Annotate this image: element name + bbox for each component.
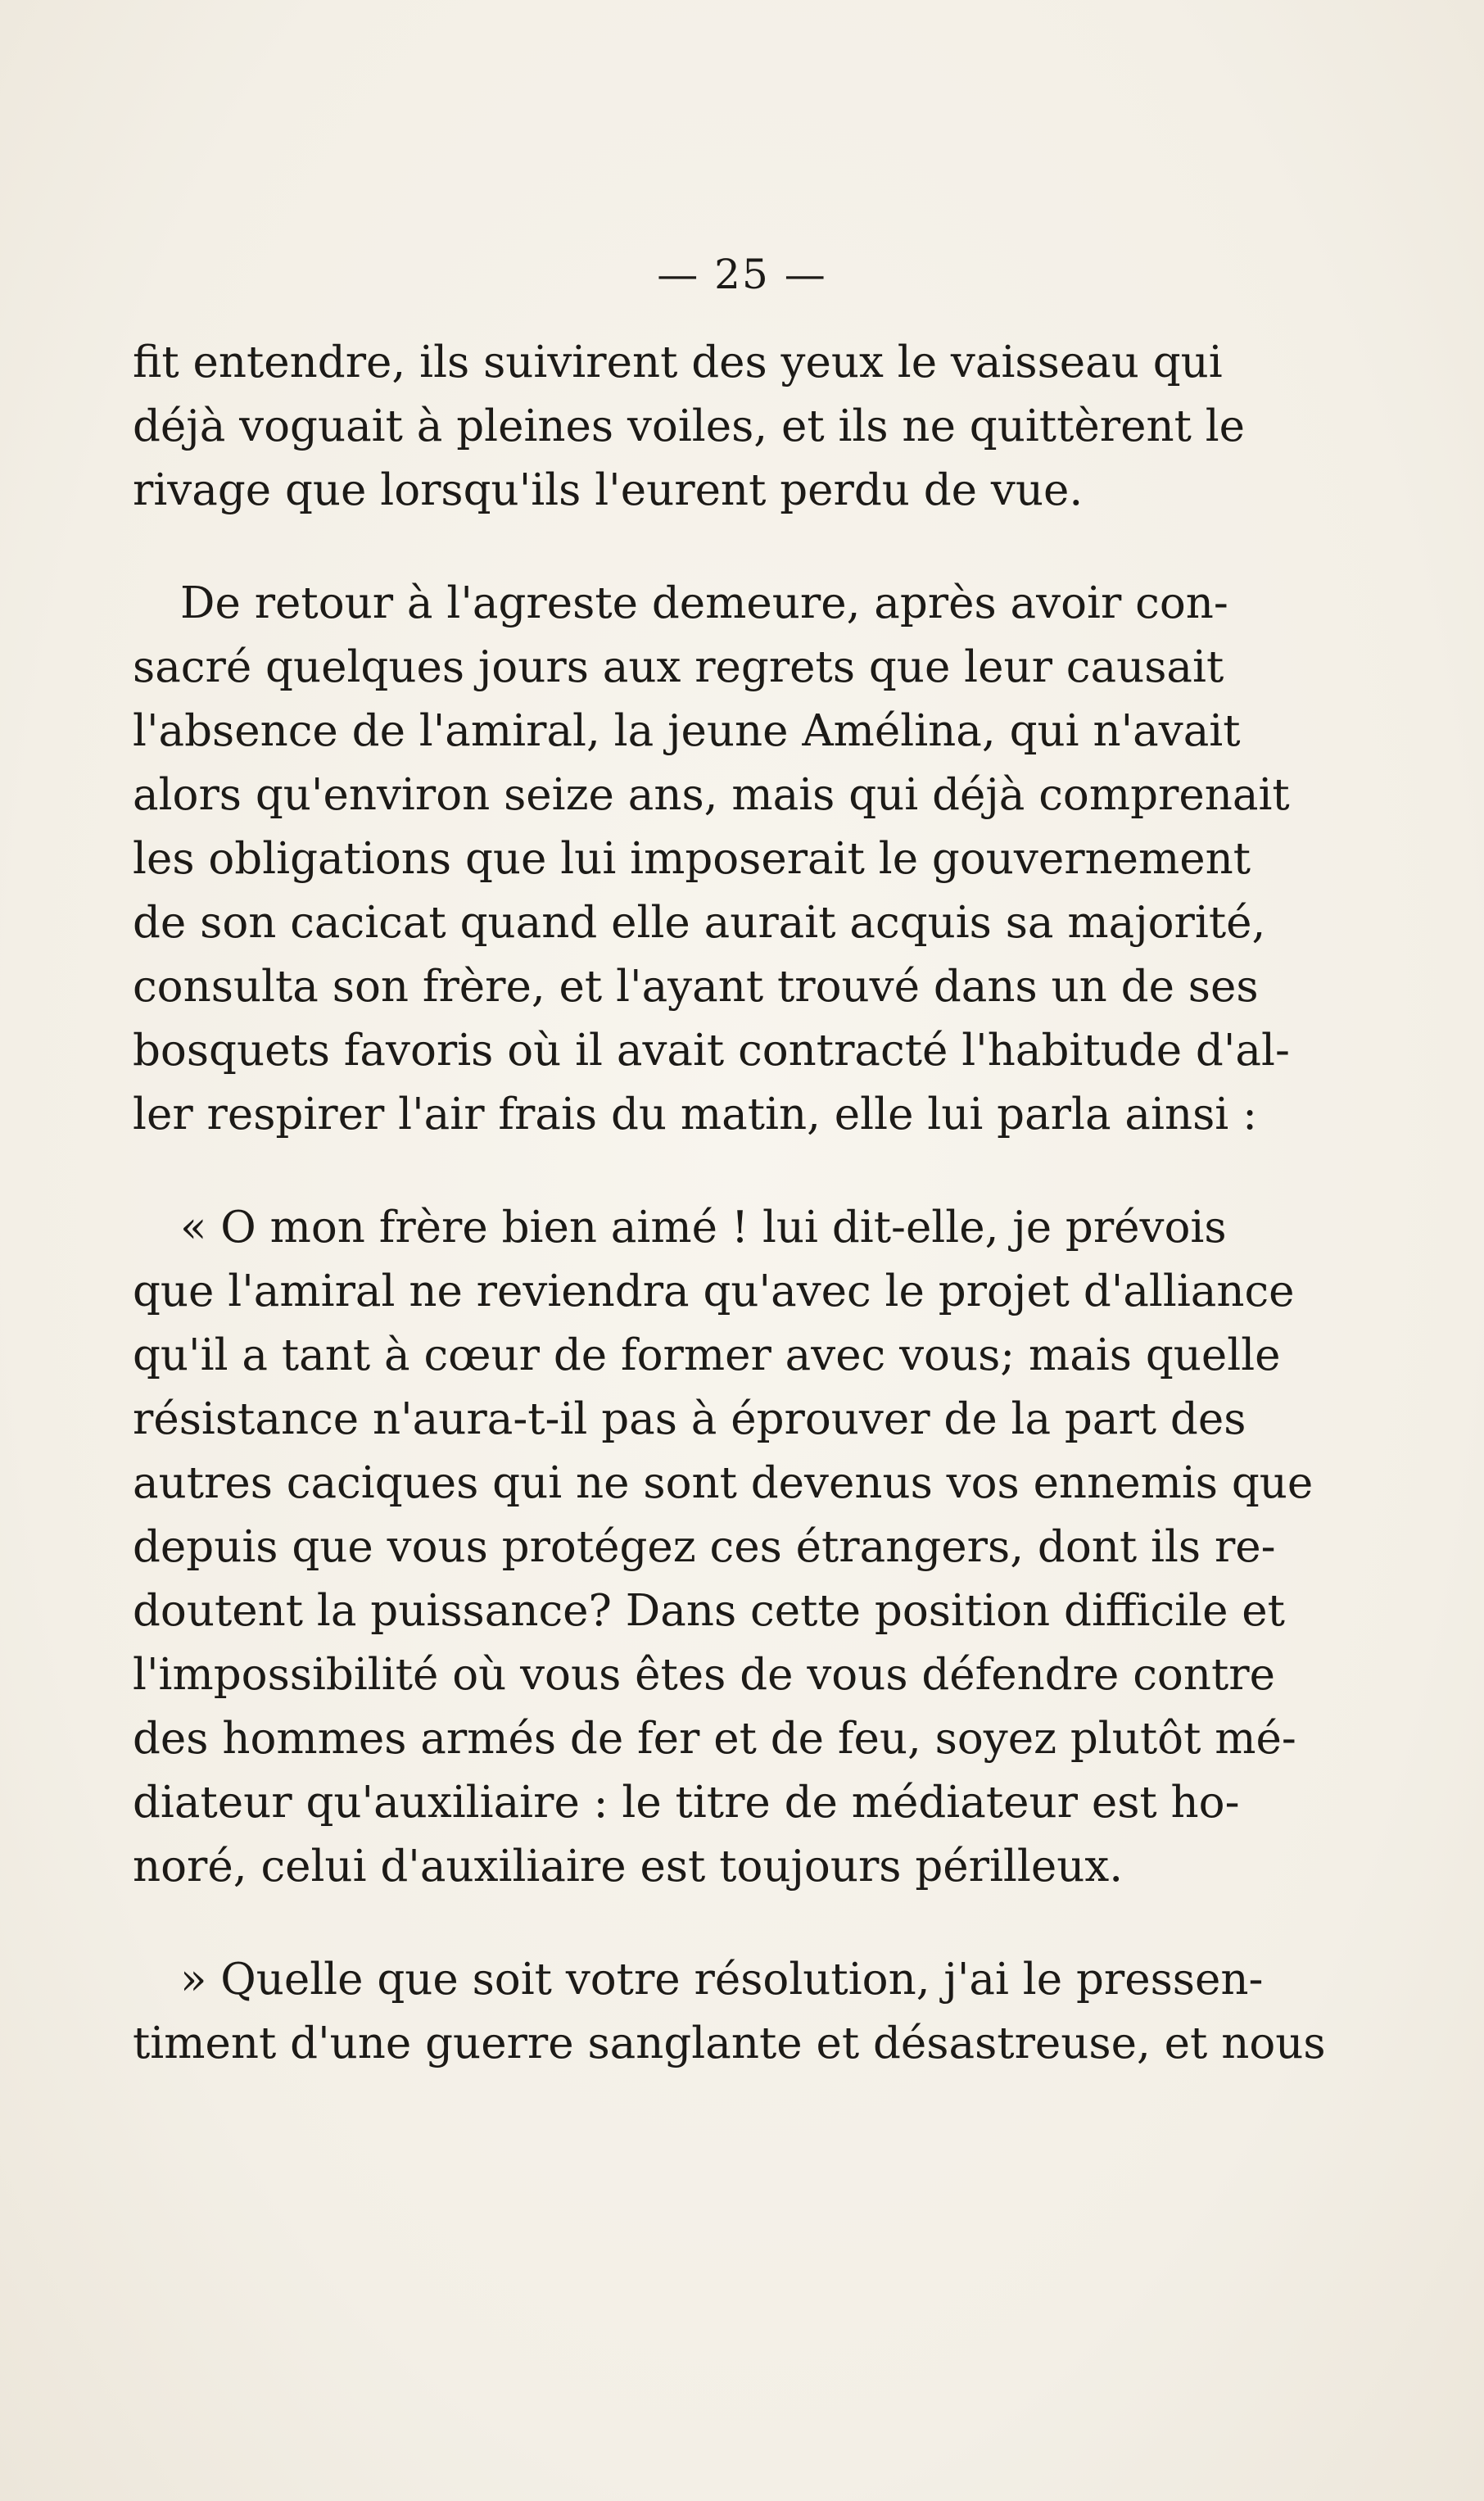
paragraph bbox=[133, 1948, 1326, 2076]
page-number: — 25 — bbox=[657, 251, 827, 298]
text-line: des hommes armés de fer et de feu, soyez plutôt mé- bbox=[133, 1714, 1296, 1764]
body-text bbox=[133, 331, 1326, 2076]
text-line: rivage que lorsqu'ils l'eurent perdu de vue. bbox=[133, 465, 1084, 515]
text-line: ler respirer l'air frais du matin, elle lui parla ainsi : bbox=[133, 1090, 1257, 1139]
paragraph bbox=[133, 572, 1290, 1147]
text-line: » Quelle que soit votre résolution, j'ai le pressen- bbox=[180, 1955, 1264, 2005]
text-line: doutent la puissance? Dans cette position difficile et bbox=[133, 1586, 1285, 1636]
text-line: noré, celui d'auxiliaire est toujours périlleux. bbox=[133, 1842, 1124, 1892]
text-line: alors qu'environ seize ans, mais qui déjà comprenait bbox=[133, 770, 1290, 820]
text-line: diateur qu'auxiliaire : le titre de médiateur est ho- bbox=[133, 1778, 1240, 1828]
paragraph bbox=[133, 331, 1246, 523]
text-line: autres caciques qui ne sont devenus vos ennemis que bbox=[133, 1458, 1314, 1508]
text-line: consulta son frère, et l'ayant trouvé dans un de ses bbox=[133, 962, 1259, 1012]
text-line: bosquets favoris où il avait contracté l'habitude d'al- bbox=[133, 1026, 1290, 1076]
text-line: résistance n'aura-t-il pas à éprouver de la part des bbox=[133, 1394, 1246, 1444]
text-line: déjà voguait à pleines voiles, et ils ne quittèrent le bbox=[133, 401, 1246, 451]
text-line: les obligations que lui imposerait le gouvernement bbox=[133, 834, 1251, 884]
text-line: sacré quelques jours aux regrets que leur causait bbox=[133, 642, 1224, 692]
text-line: qu'il a tant à cœur de former avec vous; mais quelle bbox=[133, 1330, 1281, 1380]
text-line: que l'amiral ne reviendra qu'avec le projet d'alliance bbox=[133, 1266, 1295, 1316]
text-line: l'absence de l'amiral, la jeune Amélina, qui n'avait bbox=[133, 706, 1241, 756]
text-line: timent d'une guerre sanglante et désastreuse, et nous bbox=[133, 2018, 1326, 2068]
text-line: de son cacicat quand elle aurait acquis sa majorité, bbox=[133, 898, 1266, 948]
text-line: fit entendre, ils suivirent des yeux le vaisseau qui bbox=[133, 338, 1223, 387]
text-line: depuis que vous protégez ces étrangers, dont ils re- bbox=[133, 1522, 1276, 1572]
text-line: « O mon frère bien aimé ! lui dit-elle, je prévois bbox=[180, 1203, 1227, 1253]
text-line: l'impossibilité où vous êtes de vous défendre contre bbox=[133, 1650, 1275, 1700]
text-line: De retour à l'agreste demeure, après avoir con- bbox=[180, 578, 1228, 628]
paragraph bbox=[133, 1196, 1314, 1899]
